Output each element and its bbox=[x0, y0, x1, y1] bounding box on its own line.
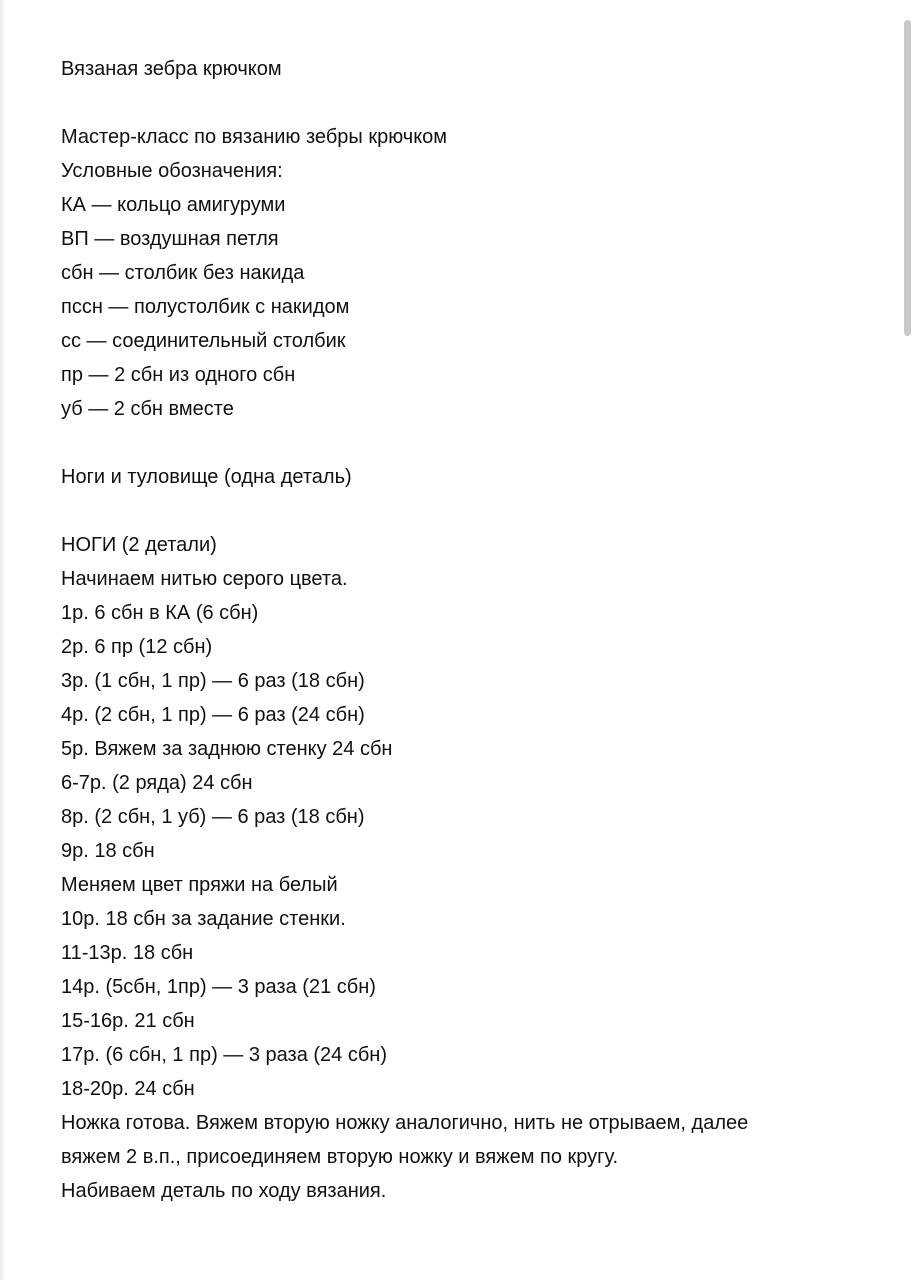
instruction-line: 17р. (6 сбн, 1 пр) — 3 раза (24 сбн) bbox=[61, 1044, 388, 1066]
document-title: Вязаная зебра крючком bbox=[61, 58, 282, 80]
instruction-line: 11-13р. 18 сбн bbox=[61, 942, 194, 964]
instruction-line: Ножка готова. Вяжем вторую ножку аналогично, нить не отрываем, далее bbox=[61, 1112, 749, 1134]
legend-item: сбн — столбик без накида bbox=[61, 262, 305, 284]
instruction-line: 1р. 6 сбн в КА (6 сбн) bbox=[61, 602, 259, 624]
document-content bbox=[61, 52, 861, 1208]
instruction-line: 4р. (2 сбн, 1 пр) — 6 раз (24 сбн) bbox=[61, 704, 365, 726]
legend-item: сс — соединительный столбик bbox=[61, 330, 346, 352]
legend-item: пр — 2 сбн из одного сбн bbox=[61, 364, 296, 386]
legend-list bbox=[61, 188, 861, 426]
instruction-line: 15-16р. 21 сбн bbox=[61, 1010, 195, 1032]
instruction-line: Меняем цвет пряжи на белый bbox=[61, 874, 338, 896]
instruction-line: 5р. Вяжем за заднюю стенку 24 сбн bbox=[61, 738, 393, 760]
instruction-line: 14р. (5сбн, 1пр) — 3 раза (21 сбн) bbox=[61, 976, 376, 998]
document-subtitle: Мастер-класс по вязанию зебры крючком bbox=[61, 126, 448, 148]
instruction-line: 18-20р. 24 сбн bbox=[61, 1078, 195, 1100]
page-edge-shadow bbox=[0, 0, 6, 1280]
blank-line bbox=[61, 86, 861, 120]
instruction-line: 6-7р. (2 ряда) 24 сбн bbox=[61, 772, 253, 794]
legend-item: ВП — воздушная петля bbox=[61, 228, 279, 250]
section-title: Ноги и туловище (одна деталь) bbox=[61, 466, 352, 488]
legend-heading: Условные обозначения: bbox=[61, 160, 283, 182]
instruction-line: 10р. 18 сбн за задание стенки. bbox=[61, 908, 346, 930]
blank-line bbox=[61, 426, 861, 460]
instruction-line: Набиваем деталь по ходу вязания. bbox=[61, 1180, 387, 1202]
instruction-line: Начинаем нитью серого цвета. bbox=[61, 568, 348, 590]
scrollbar-thumb[interactable] bbox=[904, 20, 911, 336]
instruction-line: вяжем 2 в.п., присоединяем вторую ножку и вяжем по кругу. bbox=[61, 1146, 619, 1168]
instruction-line: 2р. 6 пр (12 сбн) bbox=[61, 636, 213, 658]
blank-line bbox=[61, 494, 861, 528]
instruction-line: 9р. 18 сбн bbox=[61, 840, 155, 862]
legend-item: КА — кольцо амигуруми bbox=[61, 194, 286, 216]
instruction-line: 3р. (1 сбн, 1 пр) — 6 раз (18 сбн) bbox=[61, 670, 365, 692]
legend-item: пссн — полустолбик с накидом bbox=[61, 296, 350, 318]
legs-instructions bbox=[61, 562, 861, 1208]
legs-heading: НОГИ (2 детали) bbox=[61, 534, 217, 556]
instruction-line: 8р. (2 сбн, 1 уб) — 6 раз (18 сбн) bbox=[61, 806, 365, 828]
legend-item: уб — 2 сбн вместе bbox=[61, 398, 234, 420]
